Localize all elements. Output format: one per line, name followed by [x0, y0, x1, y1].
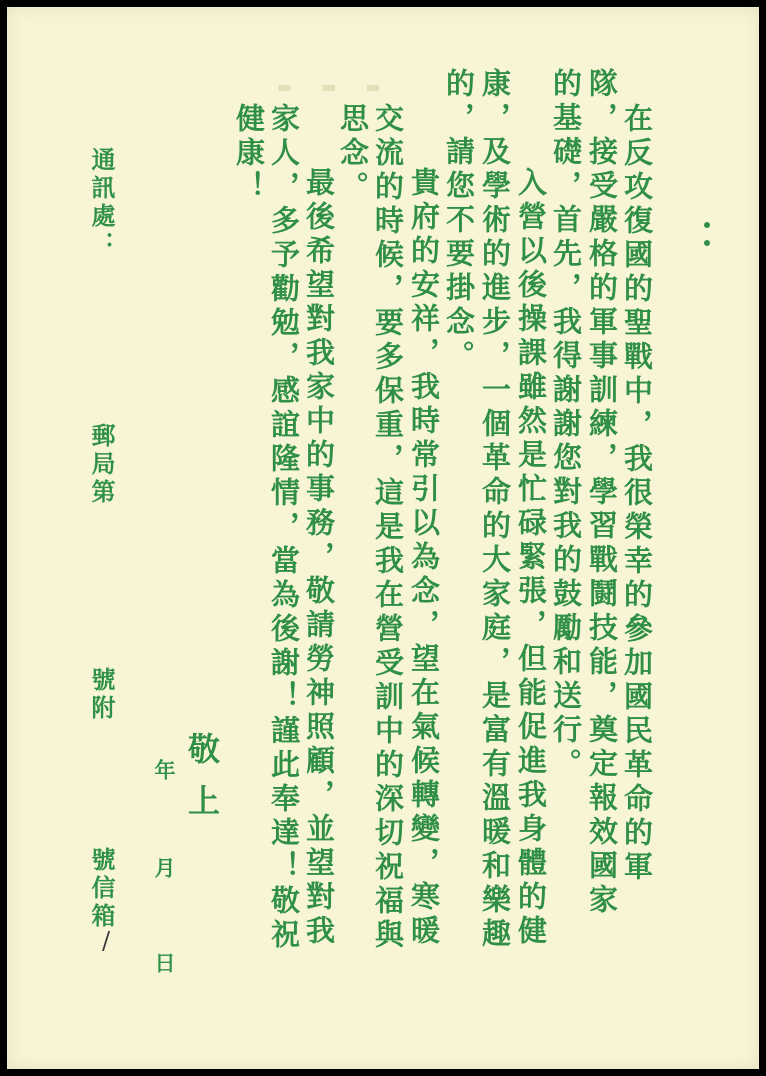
letter-column-11: 家人，多予勸勉，感誼隆情，當為後謝！謹此奉達！敬祝: [267, 103, 301, 953]
letter-column-1: 在反攻復國的聖戰中，我很榮幸的參加國民革命的軍: [620, 103, 654, 885]
letter-column-10: 最後希望對我家中的事務，敬請勞神照顧，並望對我: [302, 167, 336, 949]
closing-salutation: 敬上: [183, 732, 221, 836]
letter-column-8: 交流的時候，要多保重，這是我在營受訓中的深切祝福與: [371, 103, 405, 953]
faint-show-through: ▬ ▬ ▬: [277, 77, 393, 96]
letter-column-12: 健康！: [232, 103, 266, 205]
address-label: 通訊處：: [87, 147, 116, 259]
letter-column-5: 康，及學術的進步，一個革命的大家庭，是富有溫暖和樂趣: [478, 68, 512, 952]
date-year: 年: [152, 759, 177, 785]
colon-mark: [702, 220, 712, 250]
post-office-label: 郵局第: [87, 423, 116, 507]
mailbox-label: 號信箱: [87, 847, 116, 931]
letter-card: [7, 7, 759, 1069]
pencil-mark: /: [92, 927, 120, 959]
date-day: 日: [152, 952, 177, 978]
letter-column-2: 隊，接受嚴格的軍事訓練，學習戰鬪技能，奠定報效國家: [585, 68, 619, 918]
attached-label: 號附: [87, 667, 116, 723]
letter-column-3: 的基礎，首先，我得謝謝您對我的鼓勵和送行。: [549, 68, 583, 782]
letter-column-6: 的，請您不要掛念。: [442, 68, 476, 374]
letter-column-9: 思念。: [336, 103, 370, 205]
letter-column-4: 入營以後操課雖然是忙碌緊張，但能促進我身體的健: [514, 167, 548, 949]
letter-column-7: 貴府的安祥，我時常引以為念，望在氣候轉變，寒暖: [407, 167, 441, 949]
date-month: 月: [152, 857, 177, 883]
